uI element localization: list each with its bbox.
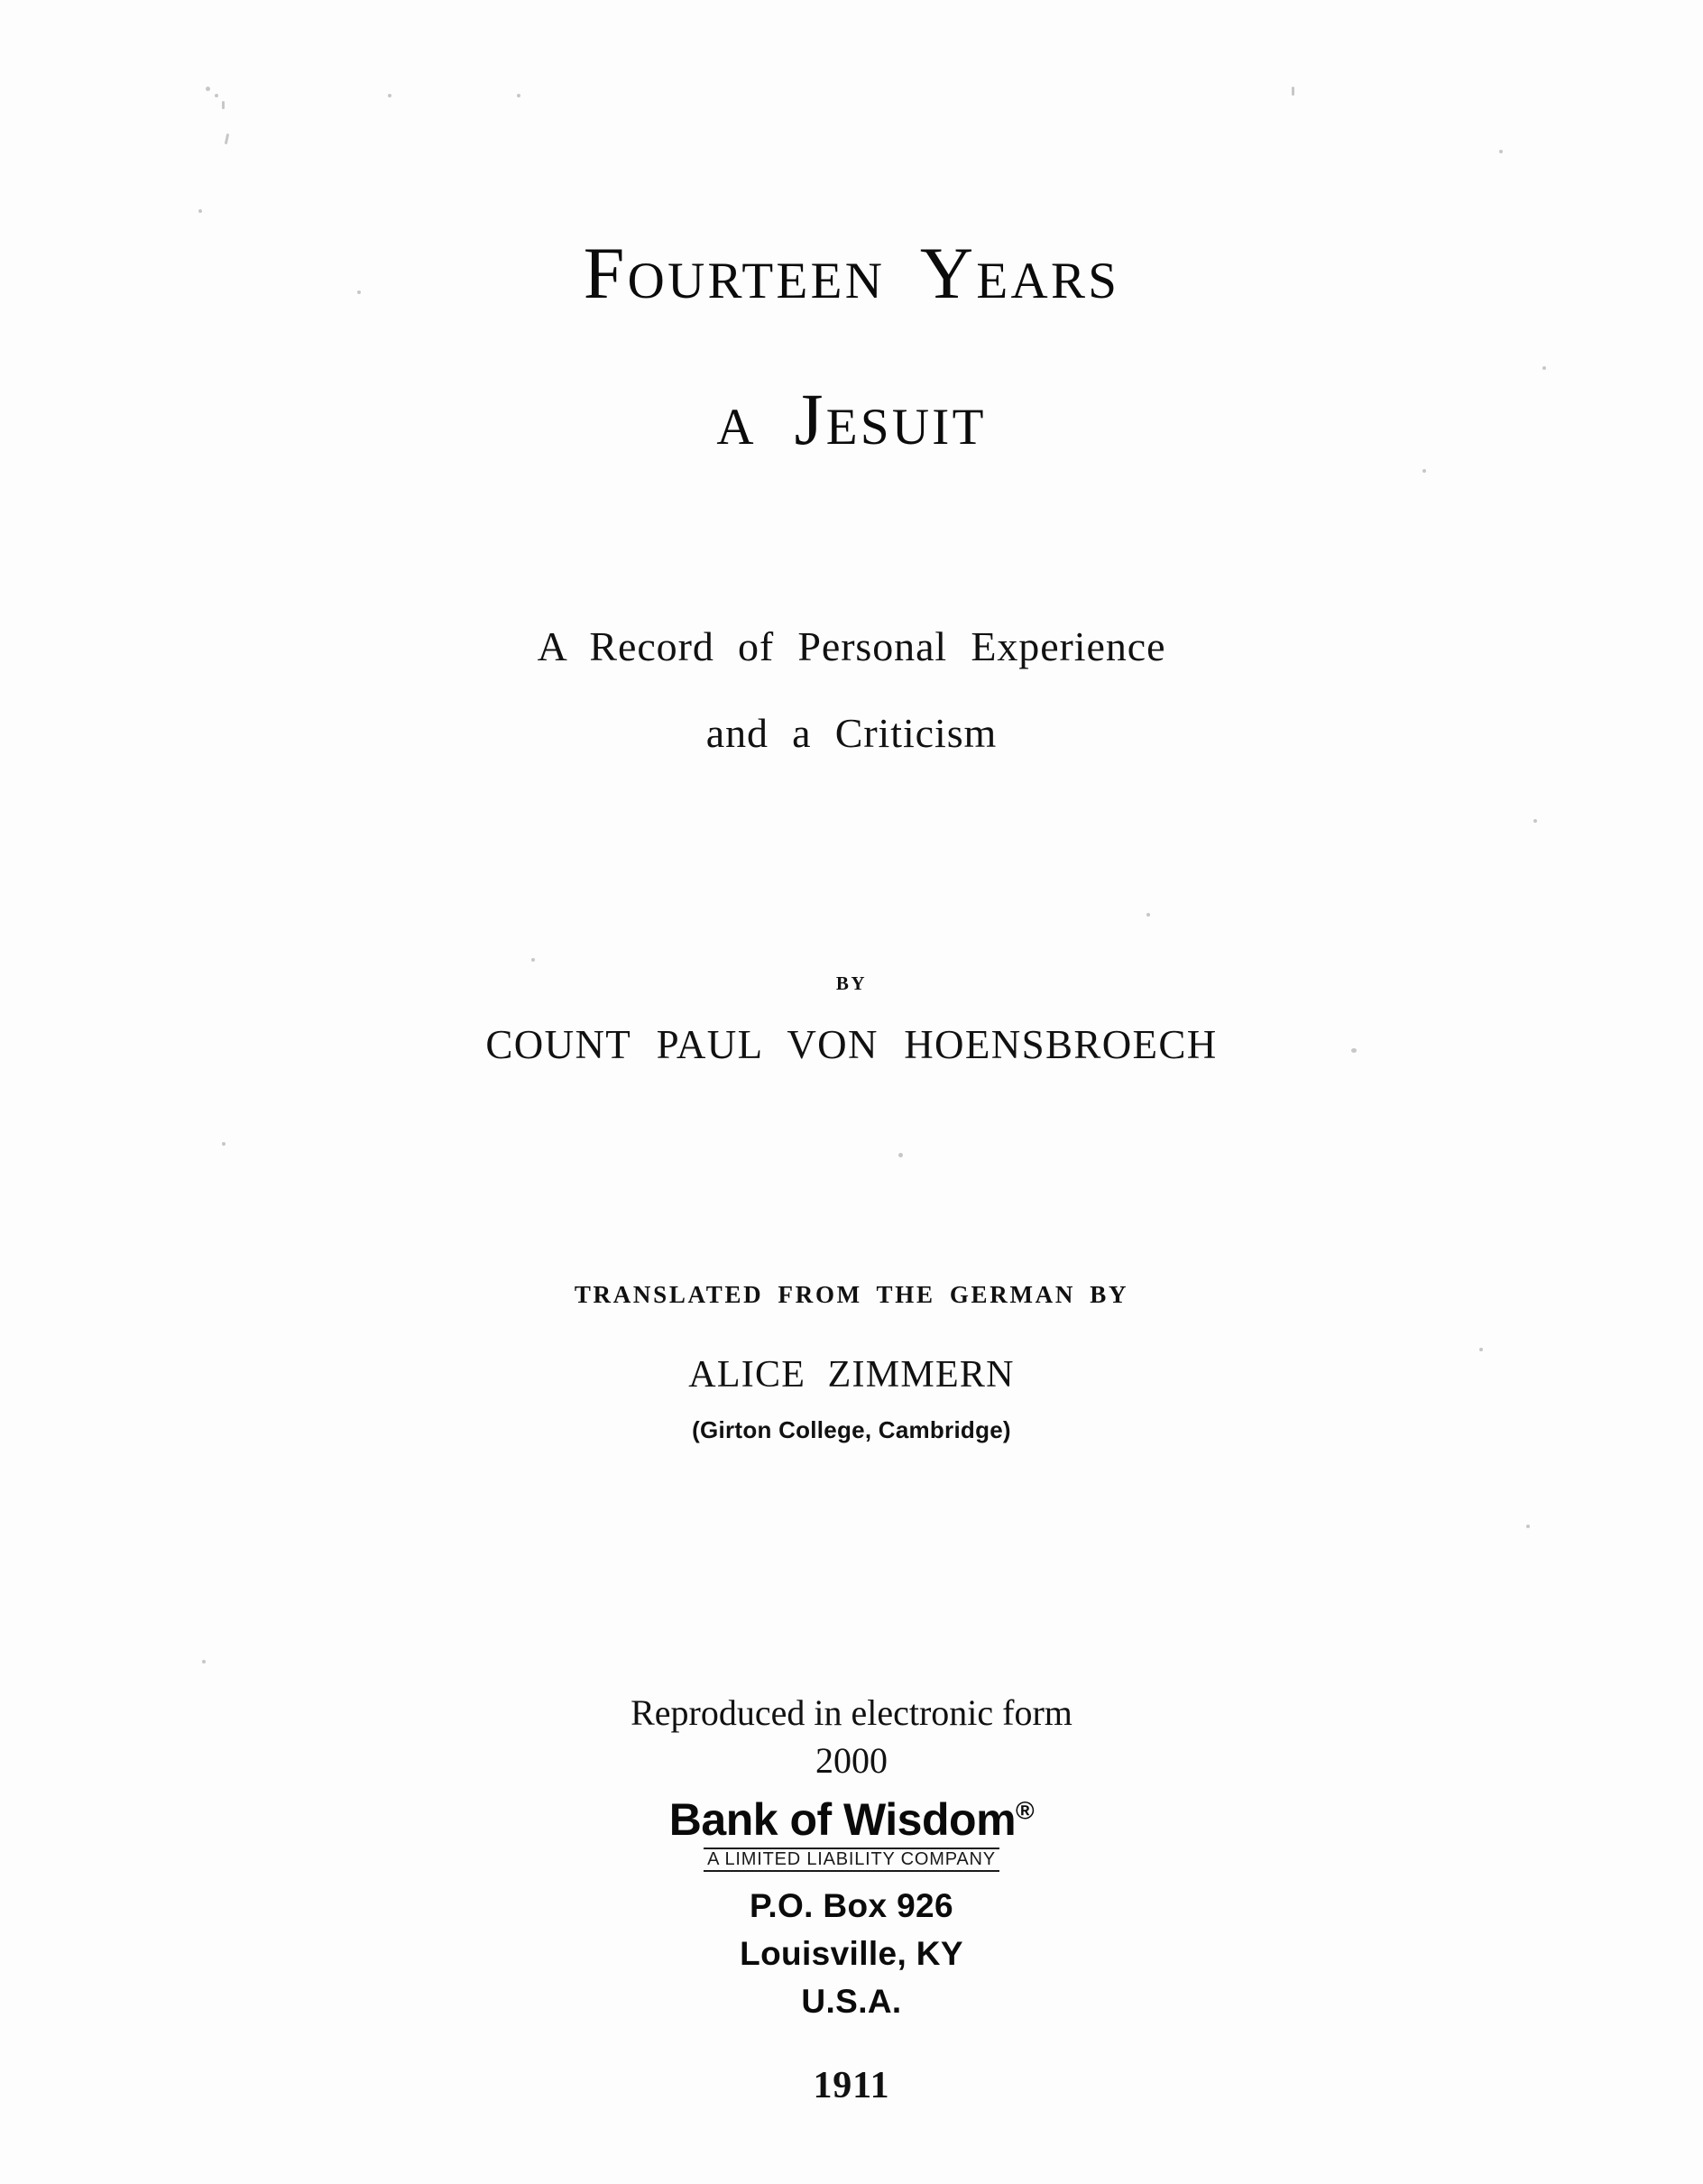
scan-speck bbox=[222, 101, 225, 109]
translator-affiliation: (Girton College, Cambridge) bbox=[692, 1416, 1011, 1443]
scan-speck bbox=[222, 1142, 226, 1146]
translator-name: ALICE ZIMMERN bbox=[688, 1354, 1015, 1396]
address-line-3: U.S.A. bbox=[801, 1983, 902, 2020]
scan-speck bbox=[198, 209, 202, 213]
scan-speck bbox=[215, 94, 218, 97]
scan-speck bbox=[225, 134, 229, 144]
scan-speck bbox=[388, 94, 391, 97]
scan-speck bbox=[1422, 469, 1426, 473]
author-name: COUNT PAUL VON HOENSBROECH bbox=[485, 1022, 1218, 1067]
scan-speck bbox=[202, 1660, 206, 1663]
scan-speck bbox=[1292, 87, 1294, 96]
book-title-line-1: Fourteen Years bbox=[583, 232, 1120, 314]
publisher-tagline: A LIMITED LIABILITY COMPANY bbox=[704, 1848, 999, 1872]
registered-trademark-icon: ® bbox=[1016, 1796, 1035, 1825]
by-label: BY bbox=[835, 972, 868, 994]
publisher-name: Bank of Wisdom bbox=[668, 1794, 1017, 1845]
book-title-line-2: a Jesuit bbox=[716, 378, 987, 460]
scan-speck bbox=[1526, 1525, 1530, 1528]
scan-speck bbox=[206, 87, 210, 91]
scan-speck bbox=[1146, 913, 1150, 917]
book-subtitle-line-2: and a Criticism bbox=[705, 710, 998, 756]
scan-speck bbox=[1533, 819, 1537, 823]
reproduction-year: 2000 bbox=[815, 1740, 888, 1781]
scan-speck bbox=[898, 1153, 903, 1157]
scan-speck bbox=[531, 958, 535, 962]
scan-speck bbox=[1479, 1348, 1483, 1351]
book-subtitle-line-1: A Record of Personal Experience bbox=[537, 623, 1166, 669]
address-line-2: Louisville, KY bbox=[740, 1935, 963, 1972]
address-line-1: P.O. Box 926 bbox=[750, 1887, 953, 1924]
reproduction-note: Reproduced in electronic form bbox=[631, 1692, 1072, 1733]
publisher-logo bbox=[0, 1793, 1703, 1872]
scan-speck bbox=[1542, 366, 1546, 370]
publisher-name-row bbox=[0, 1793, 1703, 1846]
translated-label: TRANSLATED FROM THE GERMAN BY bbox=[574, 1281, 1129, 1308]
scan-speck bbox=[1499, 150, 1503, 153]
scan-speck bbox=[517, 94, 520, 97]
original-publication-year: 1911 bbox=[813, 2065, 890, 2106]
